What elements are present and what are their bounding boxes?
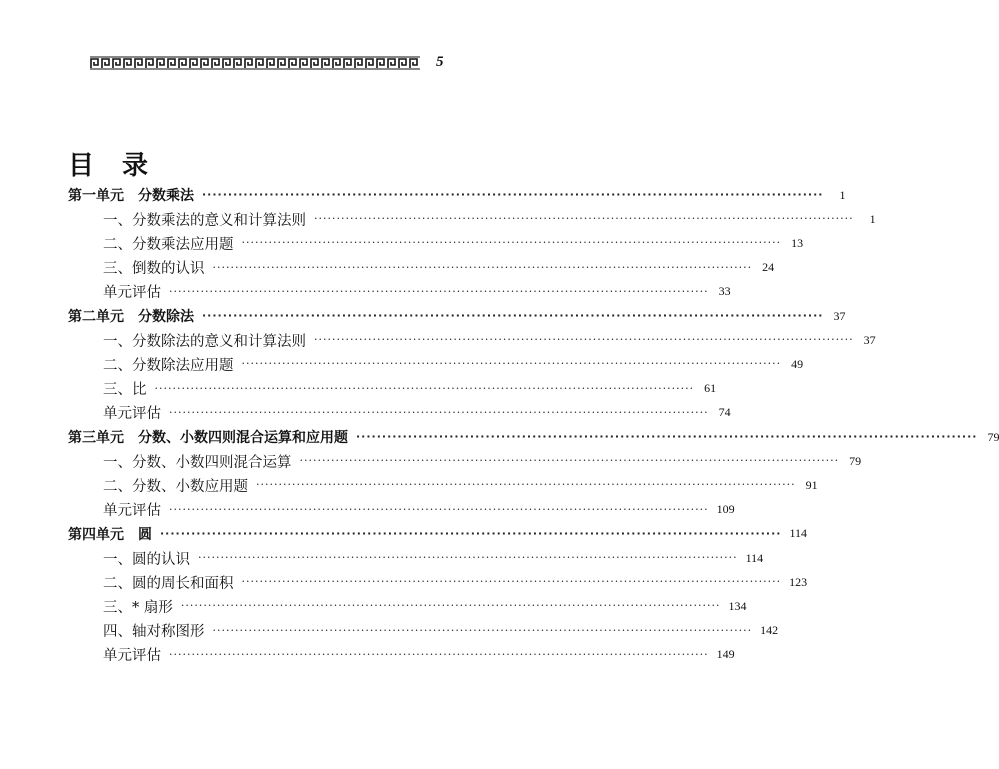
toc-entry-page: 79 — [987, 429, 999, 444]
toc-entry-label: 第一单元 分数乘法 — [68, 188, 194, 204]
toc-section-entry — [103, 595, 747, 617]
toc-section-entry — [103, 499, 735, 521]
toc-section-entry — [103, 571, 808, 593]
toc-leader-dots: ························································································································ — [169, 284, 709, 298]
toc-unit-entry — [68, 305, 846, 327]
toc-leader-dots: ························································································································ — [180, 599, 721, 613]
toc-section-entry — [103, 644, 735, 666]
toc-entry-page: 79 — [849, 453, 862, 468]
toc-leader-dots: ························································································································ — [169, 405, 709, 419]
toc-section-entry — [103, 208, 876, 230]
toc-entry-label: 三、* 扇形 — [103, 599, 173, 616]
page-header — [90, 54, 450, 74]
toc-section-entry — [103, 547, 764, 569]
toc-entry-page: 149 — [716, 647, 735, 662]
toc-entry-label: 四、轴对称图形 — [103, 624, 205, 641]
toc-section-entry — [103, 353, 804, 375]
toc-entry-label: 二、分数、小数应用题 — [103, 478, 248, 495]
toc-section-entry — [103, 329, 876, 351]
toc-entry-page: 123 — [789, 574, 808, 589]
toc-section-entry — [103, 402, 731, 424]
toc-entry-label: 单元评估 — [103, 406, 161, 423]
toc-entry-label: 第二单元 分数除法 — [68, 309, 194, 325]
toc-entry-page: 49 — [791, 356, 804, 371]
toc-entry-page: 74 — [718, 405, 731, 420]
toc-section-entry — [103, 257, 775, 279]
toc-leader-dots: ························································································································ — [169, 502, 709, 516]
toc-entry-page: 13 — [791, 235, 804, 250]
toc-entry-page: 1 — [869, 211, 876, 226]
toc-entry-page: 91 — [805, 477, 818, 492]
toc-entry-label: 一、圆的认识 — [103, 551, 190, 568]
decorative-border-pattern — [90, 56, 420, 70]
toc-entry-label: 单元评估 — [103, 285, 161, 302]
toc-entry-label: 单元评估 — [103, 503, 161, 520]
toc-section-entry — [103, 450, 862, 472]
toc-leader-dots: ························································································································ — [169, 647, 709, 661]
toc-entry-page: 24 — [762, 260, 775, 275]
toc-section-entry — [103, 232, 804, 254]
toc-entry-page: 134 — [728, 598, 747, 613]
toc-entry-page: 114 — [745, 550, 764, 565]
toc-leader-dots: ························································································································ — [154, 381, 695, 395]
toc-section-entry — [103, 620, 779, 642]
toc-section-entry — [103, 378, 717, 400]
toc-entry-label: 一、分数、小数四则混合运算 — [103, 454, 292, 471]
toc-unit-entry — [68, 523, 808, 545]
toc-leader-dots: ························································································································ — [299, 454, 840, 468]
toc-leader-dots: ························································································································ — [160, 526, 782, 540]
toc-leader-dots: ························································································································ — [202, 309, 824, 322]
toc-entry-page: 1 — [839, 187, 846, 202]
toc-entry-page: 37 — [863, 332, 876, 347]
toc-section-entry — [103, 281, 731, 303]
toc-entry-label: 单元评估 — [103, 648, 161, 665]
toc-entry-page: 109 — [716, 502, 735, 517]
toc-entry-label: 二、圆的周长和面积 — [103, 575, 234, 592]
toc-unit-entry — [68, 184, 846, 206]
toc-leader-dots: ························································································································ — [314, 212, 854, 226]
toc-entry-label: 二、分数乘法应用题 — [103, 236, 234, 253]
toc-entry-label: 一、分数乘法的意义和计算法则 — [103, 212, 306, 229]
toc-entry-page: 33 — [718, 284, 731, 299]
toc-leader-dots: ························································································································ — [241, 236, 782, 250]
toc-leader-dots: ························································································································ — [314, 333, 854, 347]
toc-leader-dots: ························································································································ — [198, 551, 738, 564]
toc-leader-dots: ························································································································ — [356, 430, 978, 443]
toc-leader-dots: ························································································································ — [212, 623, 753, 637]
page-number: 5 — [436, 54, 444, 70]
toc-leader-dots: ························································································································ — [212, 260, 753, 274]
toc-entry-label: 三、倒数的认识 — [103, 261, 205, 278]
toc-entry-label: 二、分数除法应用题 — [103, 357, 234, 374]
toc-entry-label: 三、比 — [103, 382, 147, 399]
toc-leader-dots: ························································································································ — [256, 478, 796, 492]
toc-leader-dots: ························································································································ — [202, 188, 824, 201]
toc-section-entry — [103, 474, 818, 496]
toc-entry-page: 37 — [833, 308, 846, 323]
toc-entry-page: 114 — [789, 526, 808, 541]
toc-entry-label: 第四单元 圆 — [68, 526, 152, 543]
toc-leader-dots: ························································································································ — [241, 575, 782, 589]
toc-entry-label: 一、分数除法的意义和计算法则 — [103, 333, 306, 350]
toc-leader-dots: ························································································································ — [241, 357, 782, 371]
toc-entry-page: 142 — [760, 623, 779, 638]
toc-entry-label: 第三单元 分数、小数四则混合运算和应用题 — [68, 430, 348, 446]
toc-title: 目录 — [68, 151, 177, 181]
toc-unit-entry — [68, 426, 999, 448]
toc-entry-page: 61 — [704, 381, 717, 396]
